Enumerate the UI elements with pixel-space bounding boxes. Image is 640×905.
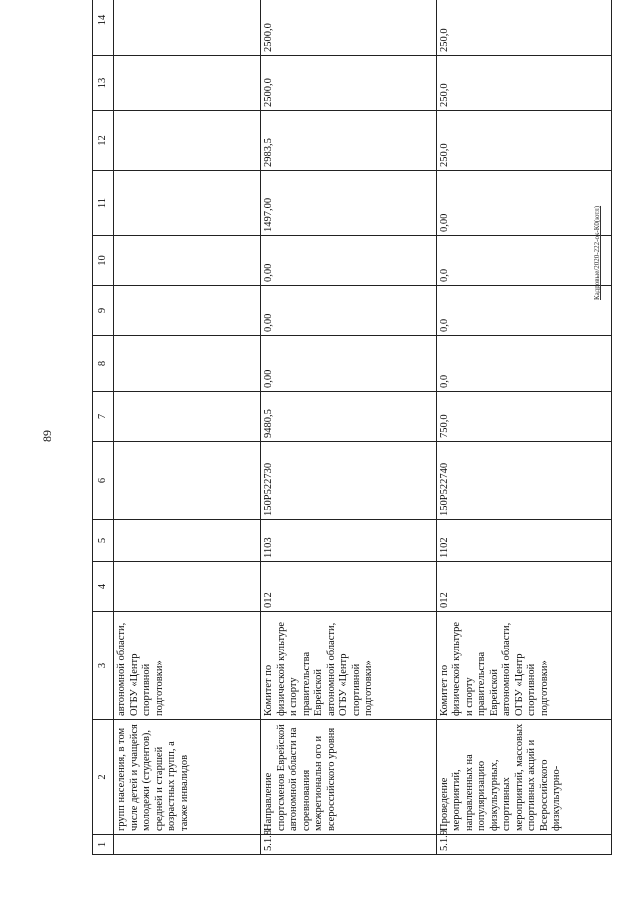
cell-year: 0,00 [261, 336, 436, 392]
cell-code [114, 562, 261, 612]
cell-code: 012 [261, 562, 436, 612]
program-table [92, 0, 612, 855]
cell-year: 250,0 [436, 0, 611, 56]
cell-index: 5.1.9 [436, 835, 611, 855]
cell-index [114, 835, 261, 855]
header-cell: 12 [93, 111, 114, 171]
cell-year: 2983,5 [261, 111, 436, 171]
cell-year [114, 111, 261, 171]
cell-year: 0,00 [261, 286, 436, 336]
cell-activity: Направление спортсменов Еврейской автономной области на соревнования межрегиональн ого и всероссийского уровня [261, 720, 436, 835]
cell-activity: Проведение мероприятий, направленных на популяризацию физкультурных, спортивных мероприятий, массовых спортивных акций и Всероссийского физкультурно- [436, 720, 611, 835]
header-cell: 8 [93, 336, 114, 392]
cell-section: 1102 [436, 520, 611, 562]
cell-code: 012 [436, 562, 611, 612]
header-cell: 13 [93, 56, 114, 111]
cell-year: 250,0 [436, 56, 611, 111]
cell-total [114, 392, 261, 442]
header-cell: 11 [93, 171, 114, 236]
cell-year: 0,00 [436, 171, 611, 236]
page-number: 89 [40, 430, 54, 442]
cell-total: 750,0 [436, 392, 611, 442]
cell-year [114, 286, 261, 336]
cell-section: 1103 [261, 520, 436, 562]
cell-executor: автономной области, ОГБУ «Центр спортивной подготовки» [114, 612, 261, 720]
table-row [261, 0, 436, 855]
cell-year: 2500,0 [261, 0, 436, 56]
cell-index: 5.1.8 [261, 835, 436, 855]
header-cell: 2 [93, 720, 114, 835]
cell-executor: Комитет по физической культуре и спорту правительства Еврейской автономной области, ОГБУ «Центр спортивной подготовки» [261, 612, 436, 720]
rotated-sheet [92, 14, 612, 855]
header-cell: 1 [93, 835, 114, 855]
program-table-container [92, 14, 612, 855]
cell-year: 0,0 [436, 336, 611, 392]
cell-target-article: 150P522740 [436, 442, 611, 520]
cell-year: 250,0 [436, 111, 611, 171]
header-cell: 5 [93, 520, 114, 562]
header-cell: 14 [93, 0, 114, 56]
cell-year [114, 336, 261, 392]
cell-section [114, 520, 261, 562]
cell-year: 0,0 [436, 286, 611, 336]
document-stamp: Кадровые/2020-222-ок-К0(ютл) [593, 205, 601, 300]
cell-year: 0,0 [436, 236, 611, 286]
header-cell: 6 [93, 442, 114, 520]
header-cell: 9 [93, 286, 114, 336]
cell-year [114, 0, 261, 56]
cell-year: 1497,00 [261, 171, 436, 236]
header-cell: 10 [93, 236, 114, 286]
header-cell: 4 [93, 562, 114, 612]
cell-executor: Комитет по физической культуре и спорту правительства Еврейской автономной области, ОГБУ «Центр спортивной подготовки» [436, 612, 611, 720]
cell-year: 0,00 [261, 236, 436, 286]
table-row [436, 0, 611, 855]
cell-year: 2500,0 [261, 56, 436, 111]
table-row [114, 0, 261, 855]
header-cell: 3 [93, 612, 114, 720]
cell-activity: групп населения, в том числе детей и учащейся молодежи (студентов), средней и старшей возрастных групп, а также инвалидов [114, 720, 261, 835]
cell-year [114, 56, 261, 111]
cell-year [114, 236, 261, 286]
cell-total: 9480,5 [261, 392, 436, 442]
header-cell: 7 [93, 392, 114, 442]
cell-target-article [114, 442, 261, 520]
cell-year [114, 171, 261, 236]
cell-target-article: 150P522730 [261, 442, 436, 520]
header-row [93, 0, 114, 855]
